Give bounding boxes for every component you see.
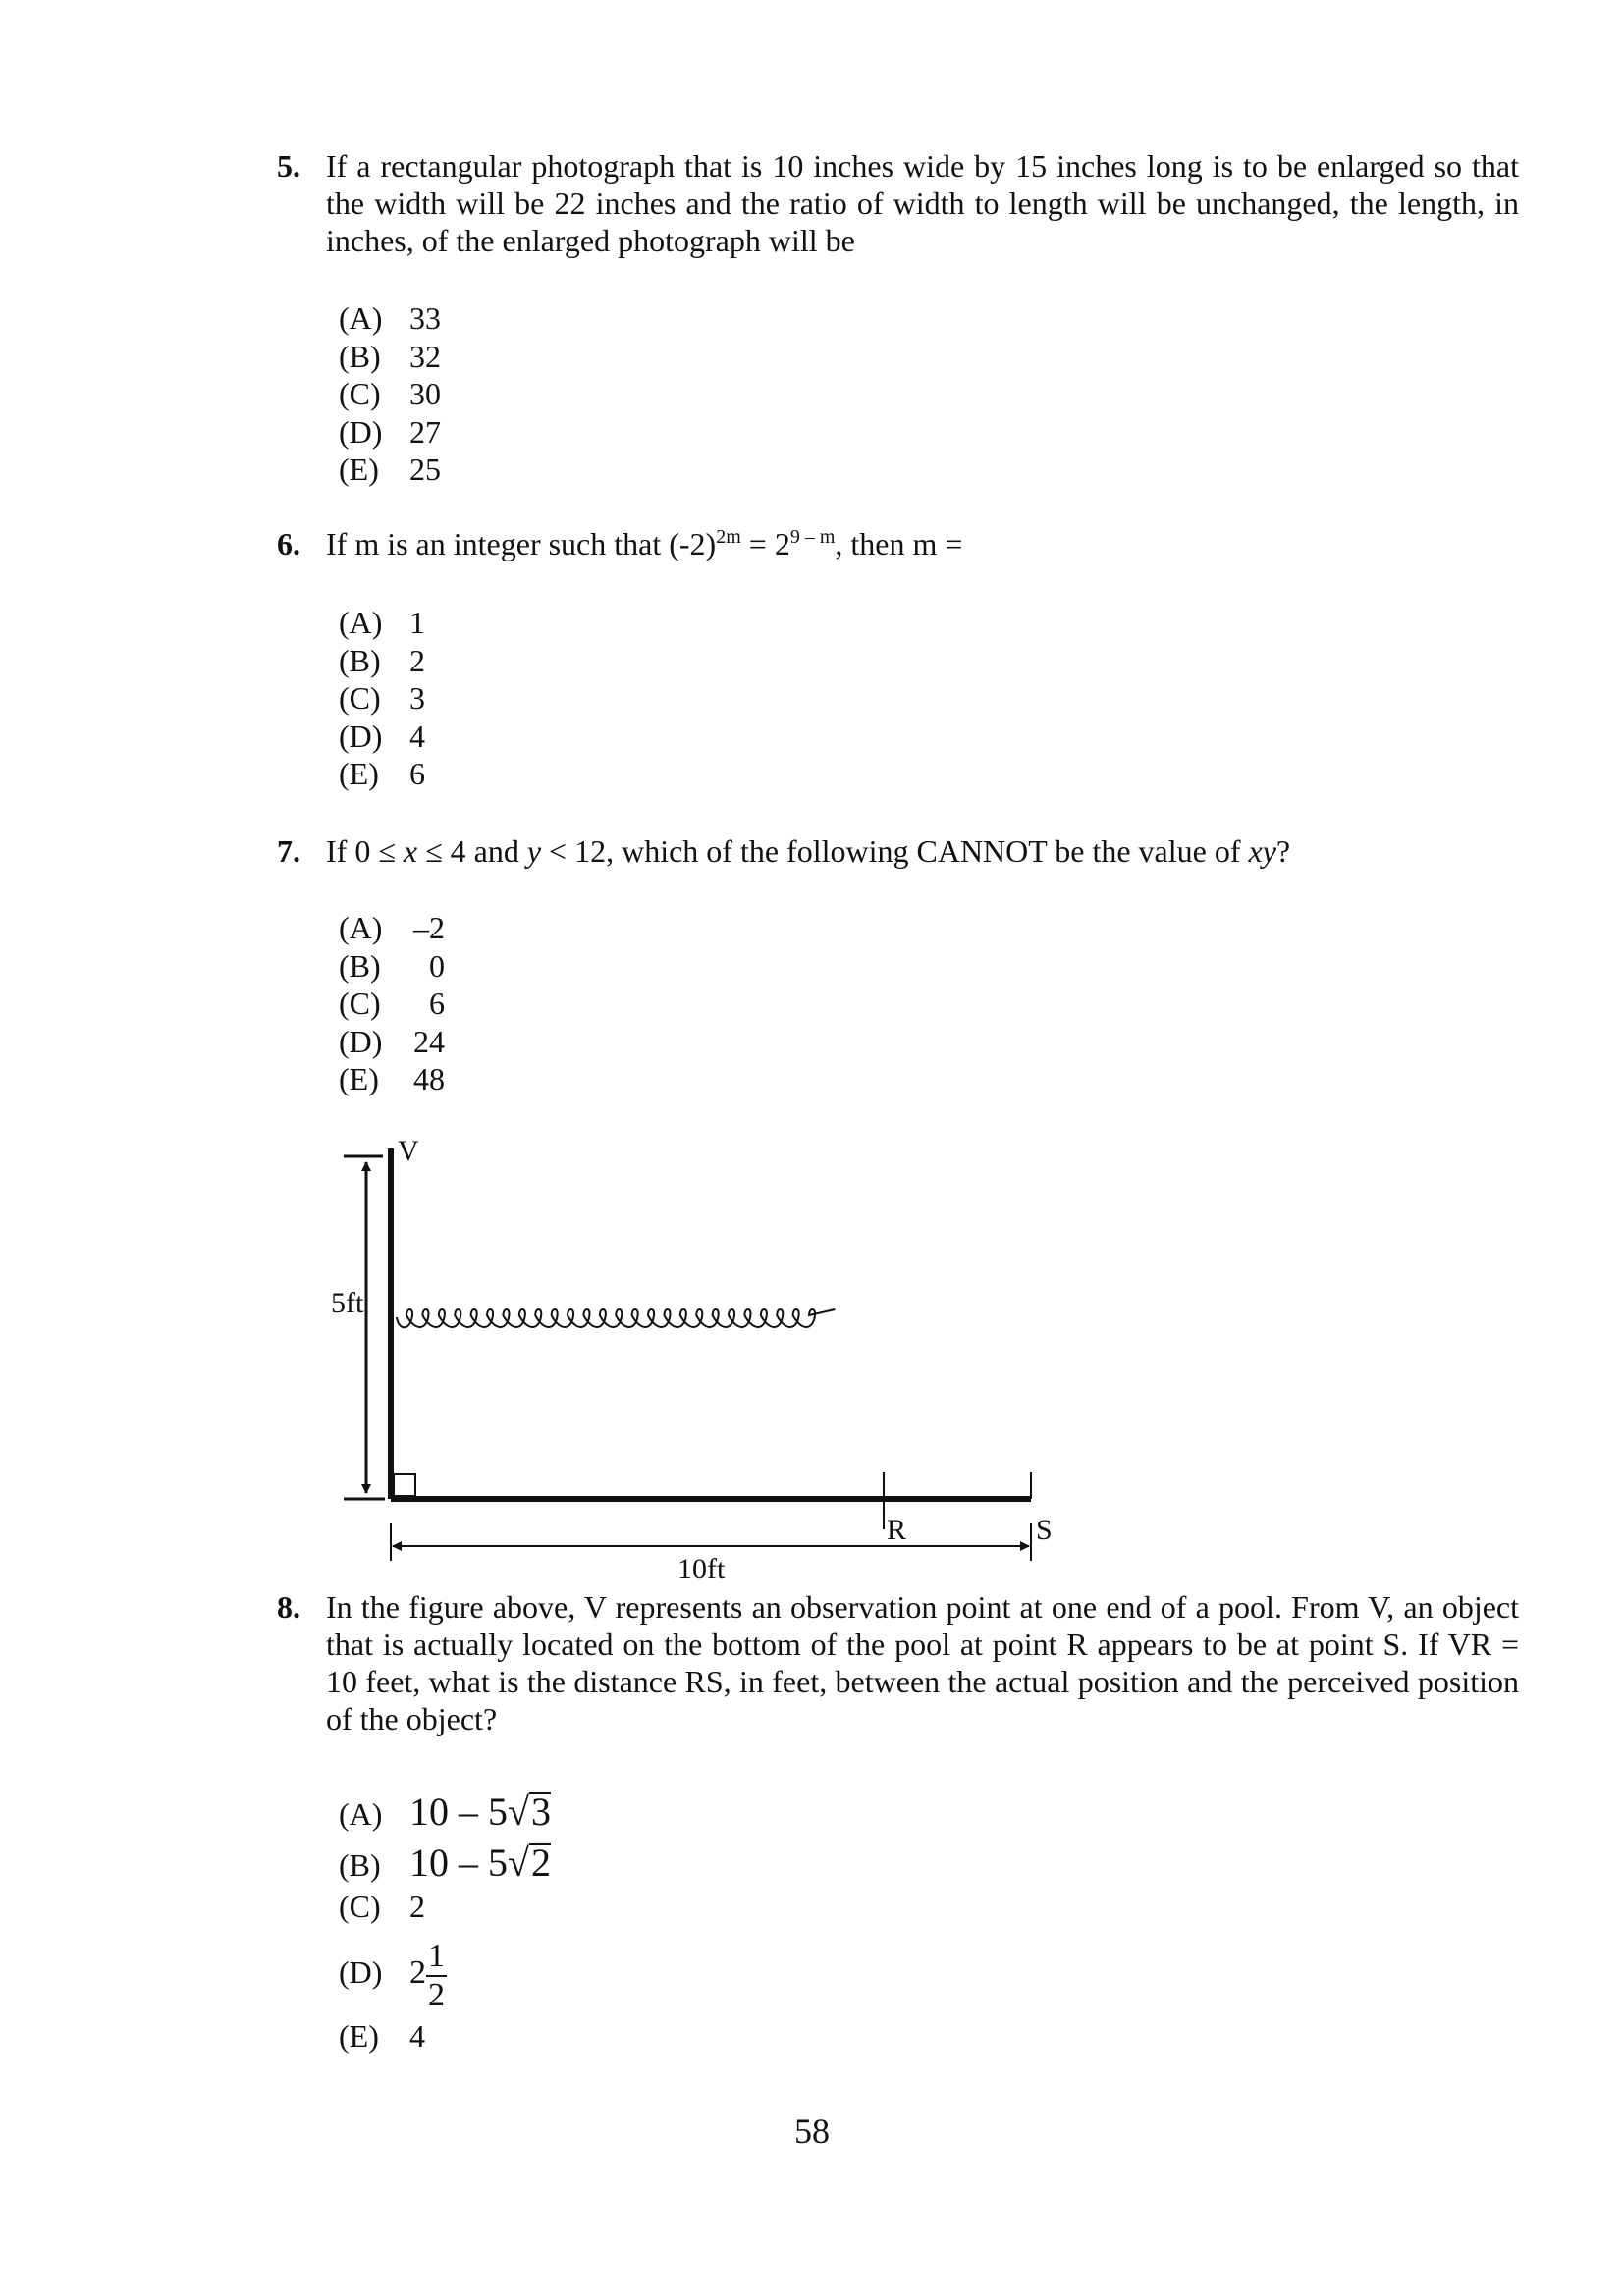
answer-choice[interactable]: (D) 27: [339, 413, 441, 450]
answer-choice[interactable]: (D) 2 $\frac{1}{2}$: [339, 1937, 445, 2013]
answer-choice[interactable]: (D) 24: [339, 1023, 445, 1059]
radicand: 2: [530, 1841, 551, 1885]
question-text: If 0 ≤ x ≤ 4 and y < 12, which of the following CANNOT be the value of xy?: [326, 833, 1291, 869]
question-text: If m is an integer such that $(-2)^{2m} = 2^{9 - m}$, then m =: [326, 526, 963, 561]
right-angle-marker: [394, 1474, 415, 1496]
label-width: 10ft: [677, 1553, 726, 1585]
answer-choice[interactable]: (C) 6: [339, 986, 445, 1021]
answer-choice[interactable]: (A) 10 – 5√3: [339, 1789, 551, 1834]
answer-choice[interactable]: (A) 1: [339, 605, 425, 640]
label-s: S: [1036, 1514, 1053, 1546]
question-text: In the figure above, V represents an observation point at one end of a pool. From V, an object that is actually located on the bottom of the pool at point R appears to be at point S. If VR = 10 feet, what is the distance RS, in feet, between the actual position and the perceived position of the object?: [326, 1589, 1519, 1736]
answer-choice[interactable]: (C) 3: [339, 680, 425, 716]
answer-choice[interactable]: (B) 10 – 5√2: [339, 1841, 551, 1885]
answer-choice[interactable]: (E) 48: [339, 1061, 445, 1096]
answer-choices-8: [339, 1787, 551, 2056]
answer-choice[interactable]: (B) 2: [339, 642, 425, 678]
question-8: [277, 1588, 1519, 1737]
exponent: 9 – m: [789, 526, 836, 548]
radicand: 3: [530, 1789, 551, 1834]
exponent: 2m: [716, 526, 741, 548]
question-number: 6.: [277, 526, 300, 561]
question-number: 5.: [277, 148, 300, 184]
answer-choice[interactable]: (E) 25: [339, 452, 441, 487]
answer-choice[interactable]: (A) 33: [339, 300, 441, 336]
answer-choice[interactable]: (A) –2: [339, 910, 445, 945]
answer-choice[interactable]: (E) 6: [339, 756, 425, 791]
water-surface: [397, 1309, 835, 1327]
label-v: V: [398, 1135, 419, 1167]
answer-choice[interactable]: (B) 32: [339, 338, 441, 374]
label-r: R: [887, 1514, 907, 1546]
answer-choice[interactable]: (C) 2: [339, 1889, 425, 1924]
answer-choice[interactable]: (C) 30: [339, 376, 441, 411]
question-number: 8.: [277, 1589, 300, 1625]
label-depth: 5ft: [331, 1287, 364, 1319]
answer-choice[interactable]: (D) 4: [339, 718, 425, 754]
page-number: 58: [794, 2111, 830, 2151]
question-text: If a rectangular photograph that is 10 inches wide by 15 inches long is to be enlarged so that the width will be 22 inches and the ratio of width to length will be unchanged, the length, in inches, of the enlarged photograph will be: [326, 148, 1519, 258]
answer-choice[interactable]: (B) 0: [339, 947, 445, 984]
fraction: $\frac{1}{2}$: [428, 1937, 445, 2013]
question-number: 7.: [277, 833, 300, 869]
answer-choice[interactable]: (E) 4: [339, 2018, 425, 2054]
